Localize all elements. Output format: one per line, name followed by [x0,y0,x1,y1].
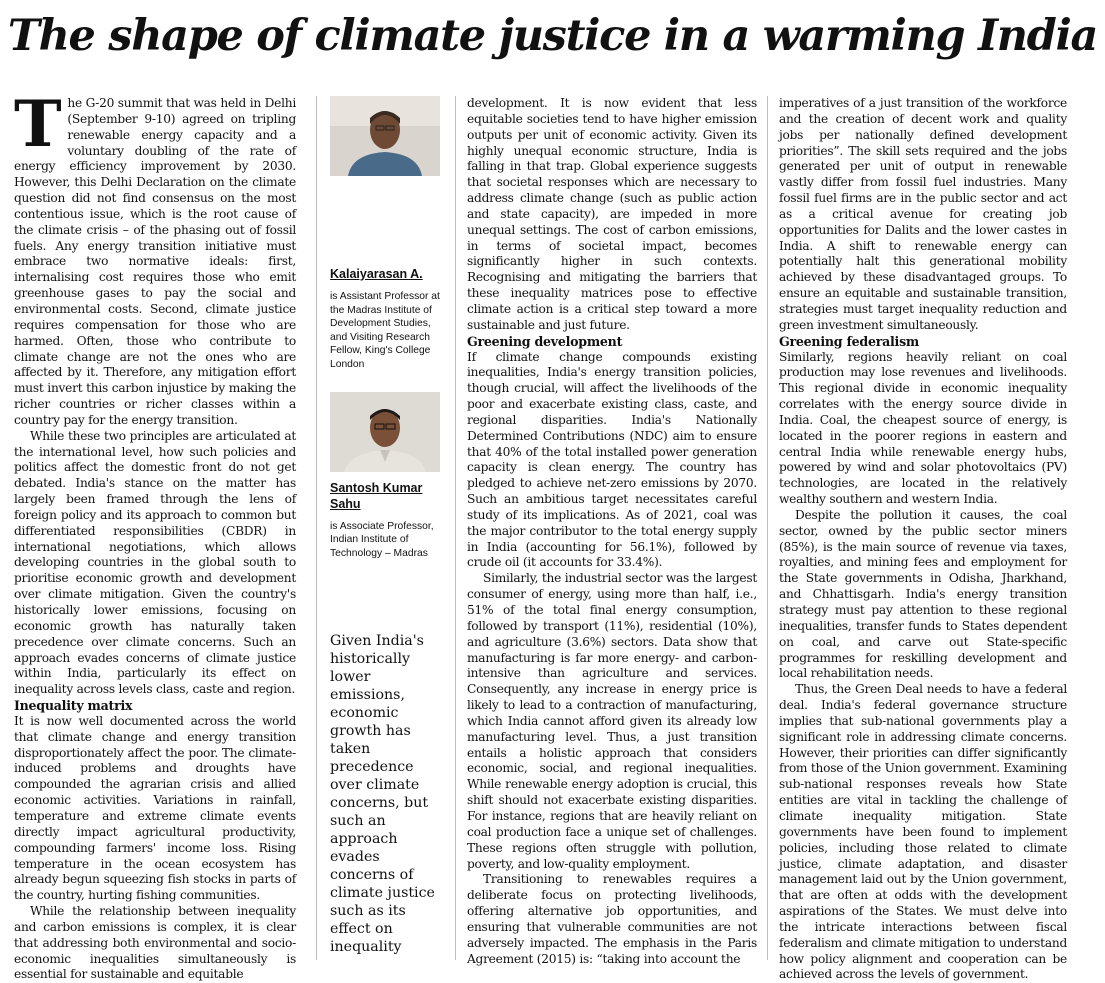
paragraph: Despite the pollution it causes, the coal sector, owned by the public sector miners (85%), is the main source of revenue via taxes, royalties, and mining fees and employment for the State governments in Odisha, Jharkhand, and Chhattisgarh. India's energy transition strategy must pay attention to these regional inequalities, transfer funds to States dependent on coal, and carve out State-specific programmes for reskilling development and local rehabilitation needs. [779,507,1067,681]
author-photo [330,96,440,176]
subheading: Greening development [467,333,623,349]
paragraph: Transitioning to renewables requires a deliberate focus on protecting livelihoods, offering alternative job opportunities, and ensuring that vulnerable communities are not adversely impacted. The emphasis in the Paris Agreement (2015) is: “taking into account the [467,872,757,966]
drop-cap: T [14,87,62,162]
author-portrait-icon [330,392,440,472]
column-divider [316,96,317,960]
author-portrait-icon [330,96,440,176]
column-divider [767,96,768,960]
paragraph: The G-20 summit that was held in Delhi (September 9-10) agreed on tripling renewable energy capacity and a voluntary doubling of the rate of energy efficiency improvement by 2030. However, this Delhi Declaration on the climate question did not find consensus on the most contentious issue, which is the root cause of the climate crisis – of the phasing out of fossil fuels. Any energy transition initiative must embrace two normative ideals: first, internalising cost requires those who emit greenhouse gases to pay the social and environmental costs. Second, climate justice requires compensation for those who are harmed. Often, those who contribute to climate change are not the ones who are affected by it. Therefore, any mitigation effort must invert this carbon injustice by making the richer countries or richer classes within a country pay for the energy transition. [14,87,296,427]
paragraph: While these two principles are articulated at the international level, how such policies and politics affect the domestic front do not get debated. India's stance on the matter has largely been framed through the lens of foreign policy and its approach to common but differentiated responsibilities (CBDR) in international negotiations, which allows developing countries in the global south to prioritise economic growth and development over climate mitigation. Given the country's historically lower emissions, focusing on economic growth has naturally taken precedence over climate concerns. Such an approach evades concerns of climate justice within India, particularly its effect on inequality across levels class, caste and region. [14,428,296,697]
paragraph: development. It is now evident that less equitable societies tend to have higher emission outputs per unit of economic activity. Given its highly unequal economic structure, India is falling in that trap. Global experience suggests that societal responses which are necessary to address climate change (such as public action and state capacity), are impeded in more unequal settings. The cost of carbon emissions, in terms of societal impact, becomes significantly higher in such contexts. Recognising and mitigating the barriers that these inequality matrices pose to effective climate action is a critical step toward a more sustainable and just future. [467,96,757,332]
author-name: Kalaiyarasan A. [330,267,423,281]
author-block [330,96,442,372]
subheading: Inequality matrix [14,698,133,714]
article-column-1 [14,87,296,983]
paragraph: Similarly, the industrial sector was the largest consumer of energy, using more than half, i.e., 51% of the total final energy consumption, followed by transport (11%), residential (10%), and agriculture (3.6%) sectors. Data show that manufacturing is far more energy- and carbon-intensive than agriculture and services. Consequently, any increase in energy price is likely to lead to a contraction of manufacturing, which India cannot afford given its already low manufacturing level. Thus, a just transition entails a holistic approach that considers economic, social, and regional inequalities. While renewable energy adoption is crucial, this shift should not exacerbate existing disparities. For instance, regions that are heavily reliant on coal production face a unique set of challenges. These regions often struggle with pollution, poverty, and low-quality employment. [467,571,757,871]
article-column-3 [467,96,757,967]
author-block [330,392,442,561]
paragraph: imperatives of a just transition of the workforce and the creation of decent work and quality jobs per nationally defined development priorities”. The skill sets required and the jobs generated per unit of output in renewable vastly differ from fossil fuel industries. Many fossil fuel firms are in the public sector and act as a critical avenue for creating job opportunities for Dalits and the lower castes in India. A shift to renewable energy can potentially halt this generational mobility achieved by these disadvantaged groups. To ensure an equitable and sustainable transition, strategies must target inequality reduction and green investment simultaneously. [779,96,1067,332]
article-column-4 [779,96,1067,983]
author-photo [330,392,440,472]
paragraph: It is now well documented across the world that climate change and energy transition disproportionately affect the poor. The climate-induced problems and droughts have compounded the agrarian crisis and allied economic activities. Variations in rainfall, temperature and extreme climate events directly impact agricultural productivity, compounding farmers' income loss. Rising temperature in the ocean ecosystem has already begun squeezing fish stocks in parts of the country, hurting fishing communities. [14,713,296,903]
pull-quote: Given India's historically lower emissions, economic growth has taken precedence over climate concerns, but such an approach evades concerns of climate justice such as its effect on inequality [330,633,435,955]
author-bio: is Associate Professor, Indian Institute of Technology – Madras [330,520,434,559]
paragraph: While the relationship between inequality and carbon emissions is complex, it is clear that addressing both environmental and socio-economic inequalities simultaneously is essential for sustainable and equitable [14,904,296,982]
headline: The shape of climate justice in a warming India [7,11,1098,61]
paragraph: If climate change compounds existing inequalities, India's energy transition policies, though crucial, will affect the livelihoods of the poor and exacerbate existing class, caste, and regional disparities. India's Nationally Determined Contributions (NDC) aim to ensure that 40% of the total installed power generation capacity is clean energy. The country has pledged to achieve net-zero emissions by 2070. Such an ambitious target necessitates careful study of its implications. As of 2021, coal was the major contributor to the total energy supply in India (accounting for 56.1%), followed by crude oil (it accounts for 33.4%). [467,349,757,570]
paragraph: Thus, the Green Deal needs to have a federal deal. India's federal governance structure implies that sub-national governments play a significant role in addressing climate concerns. However, their priorities can differ significantly from those of the Union government. Examining sub-national responses reveals how State entities are vital in tackling the challenge of climate inequality mitigation. State governments have been found to implement policies, including those related to climate justice, climate adaptation, and disaster management laid out by the Union government, that are often at odds with the development aspirations of the States. We must delve into the intricate interactions between fiscal federalism and climate mitigation to understand how policy alignment and cooperation can be achieved across the levels of government. [779,682,1067,982]
paragraph: Similarly, regions heavily reliant on coal production may lose revenues and livelihoods. This regional divide in economic inequality correlates with the energy source divide in India. Coal, the cheapest source of energy, is located in the poorer regions in eastern and central India while renewable energy hubs, powered by wind and solar photovoltaics (PV) technologies, are located in the relatively wealthy southern and western India. [779,349,1067,507]
author-name: Santosh Kumar Sahu [330,480,423,511]
author-column [330,96,442,560]
subheading: Greening federalism [779,333,919,349]
author-bio: is Assistant Professor at the Madras Institute of Development Studies, and Visiting Research Fellow, King's College London [330,291,440,370]
column-divider [455,96,456,960]
